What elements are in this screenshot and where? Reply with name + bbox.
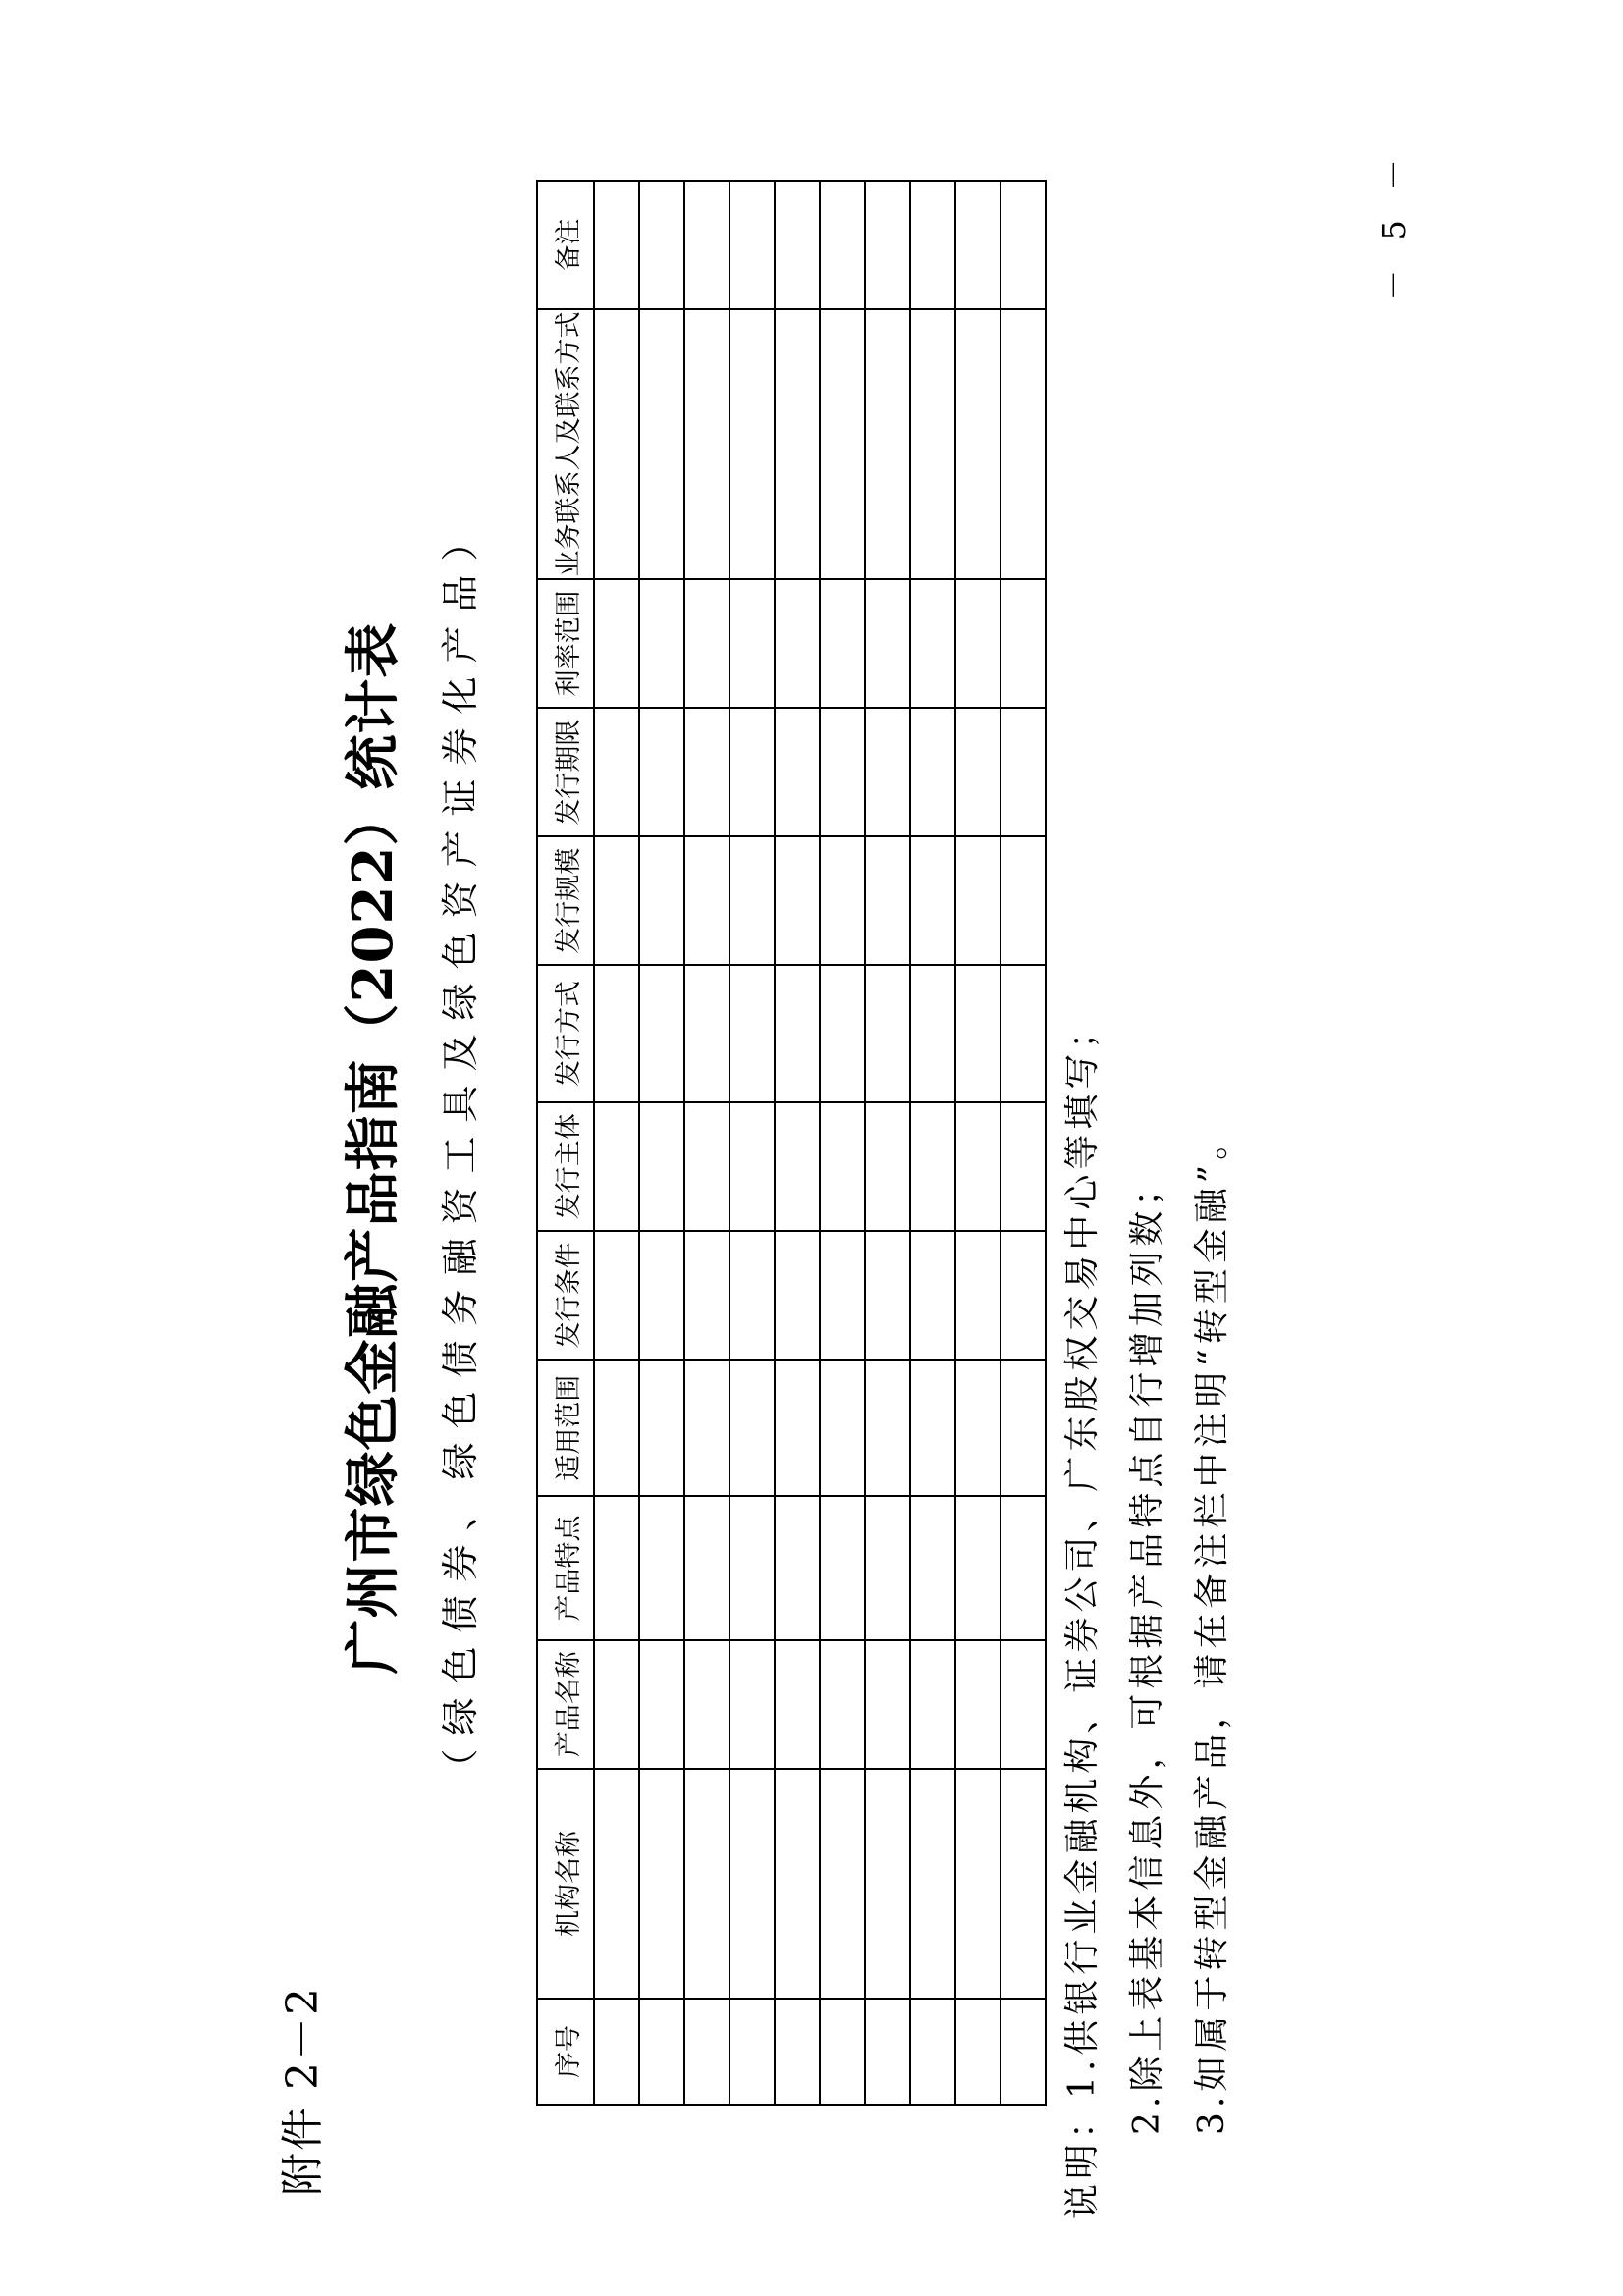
table-cell[interactable] xyxy=(820,309,865,579)
table-cell[interactable] xyxy=(639,1769,684,1999)
attachment-label: 附件 2－2 xyxy=(278,1986,328,2196)
table-cell[interactable] xyxy=(594,1231,639,1360)
table-cell[interactable] xyxy=(910,1102,955,1231)
table-cell[interactable] xyxy=(910,1360,955,1496)
table-cell[interactable] xyxy=(639,965,684,1101)
header-issue-method: 发行方式 xyxy=(537,965,594,1101)
table-row xyxy=(955,181,1001,2105)
table-cell[interactable] xyxy=(910,836,955,965)
page-title: 广州市绿色金融产品指南（2022）统计表 xyxy=(341,621,406,1675)
table-cell[interactable] xyxy=(730,1999,775,2105)
table-cell[interactable] xyxy=(865,1769,910,1999)
table-cell[interactable] xyxy=(1001,309,1046,579)
table-cell[interactable] xyxy=(1001,579,1046,708)
table-cell[interactable] xyxy=(955,1360,1001,1496)
table-row xyxy=(639,181,684,2105)
table-row xyxy=(865,181,910,2105)
table-cell[interactable] xyxy=(639,1640,684,1769)
table-cell[interactable] xyxy=(910,1999,955,2105)
table-cell[interactable] xyxy=(594,579,639,708)
table-cell[interactable] xyxy=(775,181,820,309)
header-issue-conditions: 发行条件 xyxy=(537,1231,594,1360)
statistics-table xyxy=(536,180,1047,2106)
table-row xyxy=(730,181,775,2105)
table-row xyxy=(594,181,639,2105)
table-cell[interactable] xyxy=(955,1231,1001,1360)
table-cell[interactable] xyxy=(775,309,820,579)
table-cell[interactable] xyxy=(730,309,775,579)
table-cell[interactable] xyxy=(639,1496,684,1639)
table-cell[interactable] xyxy=(730,1496,775,1639)
table-cell[interactable] xyxy=(820,965,865,1101)
table-cell[interactable] xyxy=(594,1769,639,1999)
page-number: － 5 － xyxy=(1376,149,1413,301)
note-item-3: 3.如属于转型金融产品，请在备注栏中注明“转型金融”。 xyxy=(1192,1119,1232,2135)
header-seq: 序号 xyxy=(537,1999,594,2105)
table-cell[interactable] xyxy=(730,836,775,965)
table-cell[interactable] xyxy=(594,309,639,579)
table-cell[interactable] xyxy=(684,836,730,965)
table-cell[interactable] xyxy=(865,708,910,836)
table-cell[interactable] xyxy=(955,1102,1001,1231)
table-cell[interactable] xyxy=(865,1360,910,1496)
header-institution-name: 机构名称 xyxy=(537,1769,594,1999)
table-cell[interactable] xyxy=(955,1999,1001,2105)
table-row xyxy=(820,181,865,2105)
page-subtitle: （绿色债券、绿色债务融资工具及绿色资产证券化产品） xyxy=(439,509,482,1787)
table-cell[interactable] xyxy=(820,579,865,708)
notes-prefix: 说明： xyxy=(1062,2098,1103,2219)
table-cell[interactable] xyxy=(594,1360,639,1496)
table-cell[interactable] xyxy=(865,1231,910,1360)
table-cell[interactable] xyxy=(955,1496,1001,1639)
table-cell[interactable] xyxy=(639,1102,684,1231)
table-cell[interactable] xyxy=(730,965,775,1101)
table-cell[interactable] xyxy=(910,1769,955,1999)
table-cell[interactable] xyxy=(730,1640,775,1769)
table-cell[interactable] xyxy=(730,1360,775,1496)
table-cell[interactable] xyxy=(820,1999,865,2105)
table-cell[interactable] xyxy=(730,1102,775,1231)
table-cell[interactable] xyxy=(820,1769,865,1999)
header-issue-scale: 发行规模 xyxy=(537,836,594,965)
table-cell[interactable] xyxy=(910,1496,955,1639)
table-cell[interactable] xyxy=(775,965,820,1101)
table-cell[interactable] xyxy=(594,1640,639,1769)
table-cell[interactable] xyxy=(865,1640,910,1769)
table-cell[interactable] xyxy=(684,309,730,579)
table-cell[interactable] xyxy=(910,309,955,579)
table-cell[interactable] xyxy=(955,1640,1001,1769)
table-cell[interactable] xyxy=(639,708,684,836)
table-cell[interactable] xyxy=(955,708,1001,836)
table-cell[interactable] xyxy=(865,309,910,579)
table-cell[interactable] xyxy=(820,181,865,309)
table-cell[interactable] xyxy=(639,181,684,309)
table-cell[interactable] xyxy=(594,1496,639,1639)
table-cell[interactable] xyxy=(820,1640,865,1769)
table-cell[interactable] xyxy=(1001,1769,1046,1999)
table-cell[interactable] xyxy=(955,1769,1001,1999)
table-cell[interactable] xyxy=(639,309,684,579)
note-item-1: 1.供银行业金融机构、证券公司、广东股权交易中心等填写； xyxy=(1062,1008,1103,2099)
table-cell[interactable] xyxy=(730,579,775,708)
table-cell[interactable] xyxy=(594,708,639,836)
table-cell[interactable] xyxy=(955,309,1001,579)
header-rate-range: 利率范围 xyxy=(537,579,594,708)
table-cell[interactable] xyxy=(1001,836,1046,965)
header-issuer: 发行主体 xyxy=(537,1102,594,1231)
table-cell[interactable] xyxy=(865,181,910,309)
table-cell[interactable] xyxy=(639,579,684,708)
table-cell[interactable] xyxy=(865,965,910,1101)
header-product-name: 产品名称 xyxy=(537,1640,594,1769)
table-cell[interactable] xyxy=(820,1360,865,1496)
table-cell[interactable] xyxy=(684,1999,730,2105)
table-cell[interactable] xyxy=(865,1496,910,1639)
table-cell[interactable] xyxy=(684,708,730,836)
table-cell[interactable] xyxy=(955,836,1001,965)
table-cell[interactable] xyxy=(730,708,775,836)
table-cell[interactable] xyxy=(1001,1999,1046,2105)
table-cell[interactable] xyxy=(775,1769,820,1999)
table-cell[interactable] xyxy=(955,181,1001,309)
table-cell[interactable] xyxy=(910,579,955,708)
table-cell[interactable] xyxy=(775,1231,820,1360)
table-row xyxy=(775,181,820,2105)
table-cell[interactable] xyxy=(775,1999,820,2105)
note-item-2: 2.除上表基本信息外，可根据产品特点自行增加列数； xyxy=(1127,1165,1167,2135)
table-cell[interactable] xyxy=(820,1102,865,1231)
table-cell[interactable] xyxy=(775,1640,820,1769)
table-cell[interactable] xyxy=(775,708,820,836)
table-cell[interactable] xyxy=(865,1102,910,1231)
note-line-1 xyxy=(1051,1009,1115,2219)
table-cell[interactable] xyxy=(865,579,910,708)
table-cell[interactable] xyxy=(594,965,639,1101)
table-cell[interactable] xyxy=(1001,1102,1046,1231)
notes-block xyxy=(1051,1009,1245,2219)
table-cell[interactable] xyxy=(865,836,910,965)
table-cell[interactable] xyxy=(865,1999,910,2105)
table-cell[interactable] xyxy=(775,579,820,708)
table-cell[interactable] xyxy=(820,1496,865,1639)
table-cell[interactable] xyxy=(910,708,955,836)
table-cell[interactable] xyxy=(730,181,775,309)
table-cell[interactable] xyxy=(910,965,955,1101)
table-cell[interactable] xyxy=(639,1231,684,1360)
table-cell[interactable] xyxy=(684,1360,730,1496)
table-row xyxy=(910,181,955,2105)
table-cell[interactable] xyxy=(820,708,865,836)
table-cell[interactable] xyxy=(1001,1640,1046,1769)
table-cell[interactable] xyxy=(594,1999,639,2105)
header-product-features: 产品特点 xyxy=(537,1496,594,1639)
table-cell[interactable] xyxy=(775,1102,820,1231)
header-scope: 适用范围 xyxy=(537,1360,594,1496)
table-cell[interactable] xyxy=(955,579,1001,708)
table-cell[interactable] xyxy=(910,1231,955,1360)
table-cell[interactable] xyxy=(1001,1496,1046,1639)
table-cell[interactable] xyxy=(594,836,639,965)
header-issue-term: 发行期限 xyxy=(537,708,594,836)
table-row xyxy=(684,181,730,2105)
table-cell[interactable] xyxy=(684,1102,730,1231)
table-cell[interactable] xyxy=(684,1231,730,1360)
table-cell[interactable] xyxy=(775,1496,820,1639)
table-cell[interactable] xyxy=(684,181,730,309)
table-cell[interactable] xyxy=(1001,181,1046,309)
table-cell[interactable] xyxy=(910,181,955,309)
table-cell[interactable] xyxy=(639,836,684,965)
table-cell[interactable] xyxy=(684,1640,730,1769)
table-cell[interactable] xyxy=(1001,1231,1046,1360)
table-cell[interactable] xyxy=(1001,965,1046,1101)
table-cell[interactable] xyxy=(955,965,1001,1101)
table-cell[interactable] xyxy=(594,1102,639,1231)
table-cell[interactable] xyxy=(730,1231,775,1360)
table-cell[interactable] xyxy=(684,965,730,1101)
table-cell[interactable] xyxy=(684,1496,730,1639)
table-cell[interactable] xyxy=(594,181,639,309)
table-cell[interactable] xyxy=(730,1769,775,1999)
table-cell[interactable] xyxy=(639,1999,684,2105)
table-cell[interactable] xyxy=(684,1769,730,1999)
table-cell[interactable] xyxy=(1001,1360,1046,1496)
table-cell[interactable] xyxy=(639,1360,684,1496)
table-cell[interactable] xyxy=(820,836,865,965)
header-contact: 业务联系人及联系方式 xyxy=(537,309,594,579)
table-cell[interactable] xyxy=(910,1640,955,1769)
table-cell[interactable] xyxy=(775,836,820,965)
table-cell[interactable] xyxy=(775,1360,820,1496)
table-row xyxy=(1001,181,1046,2105)
table-cell[interactable] xyxy=(1001,708,1046,836)
header-remarks: 备注 xyxy=(537,181,594,309)
table-cell[interactable] xyxy=(684,579,730,708)
table-header-row xyxy=(537,181,594,2105)
table-cell[interactable] xyxy=(820,1231,865,1360)
